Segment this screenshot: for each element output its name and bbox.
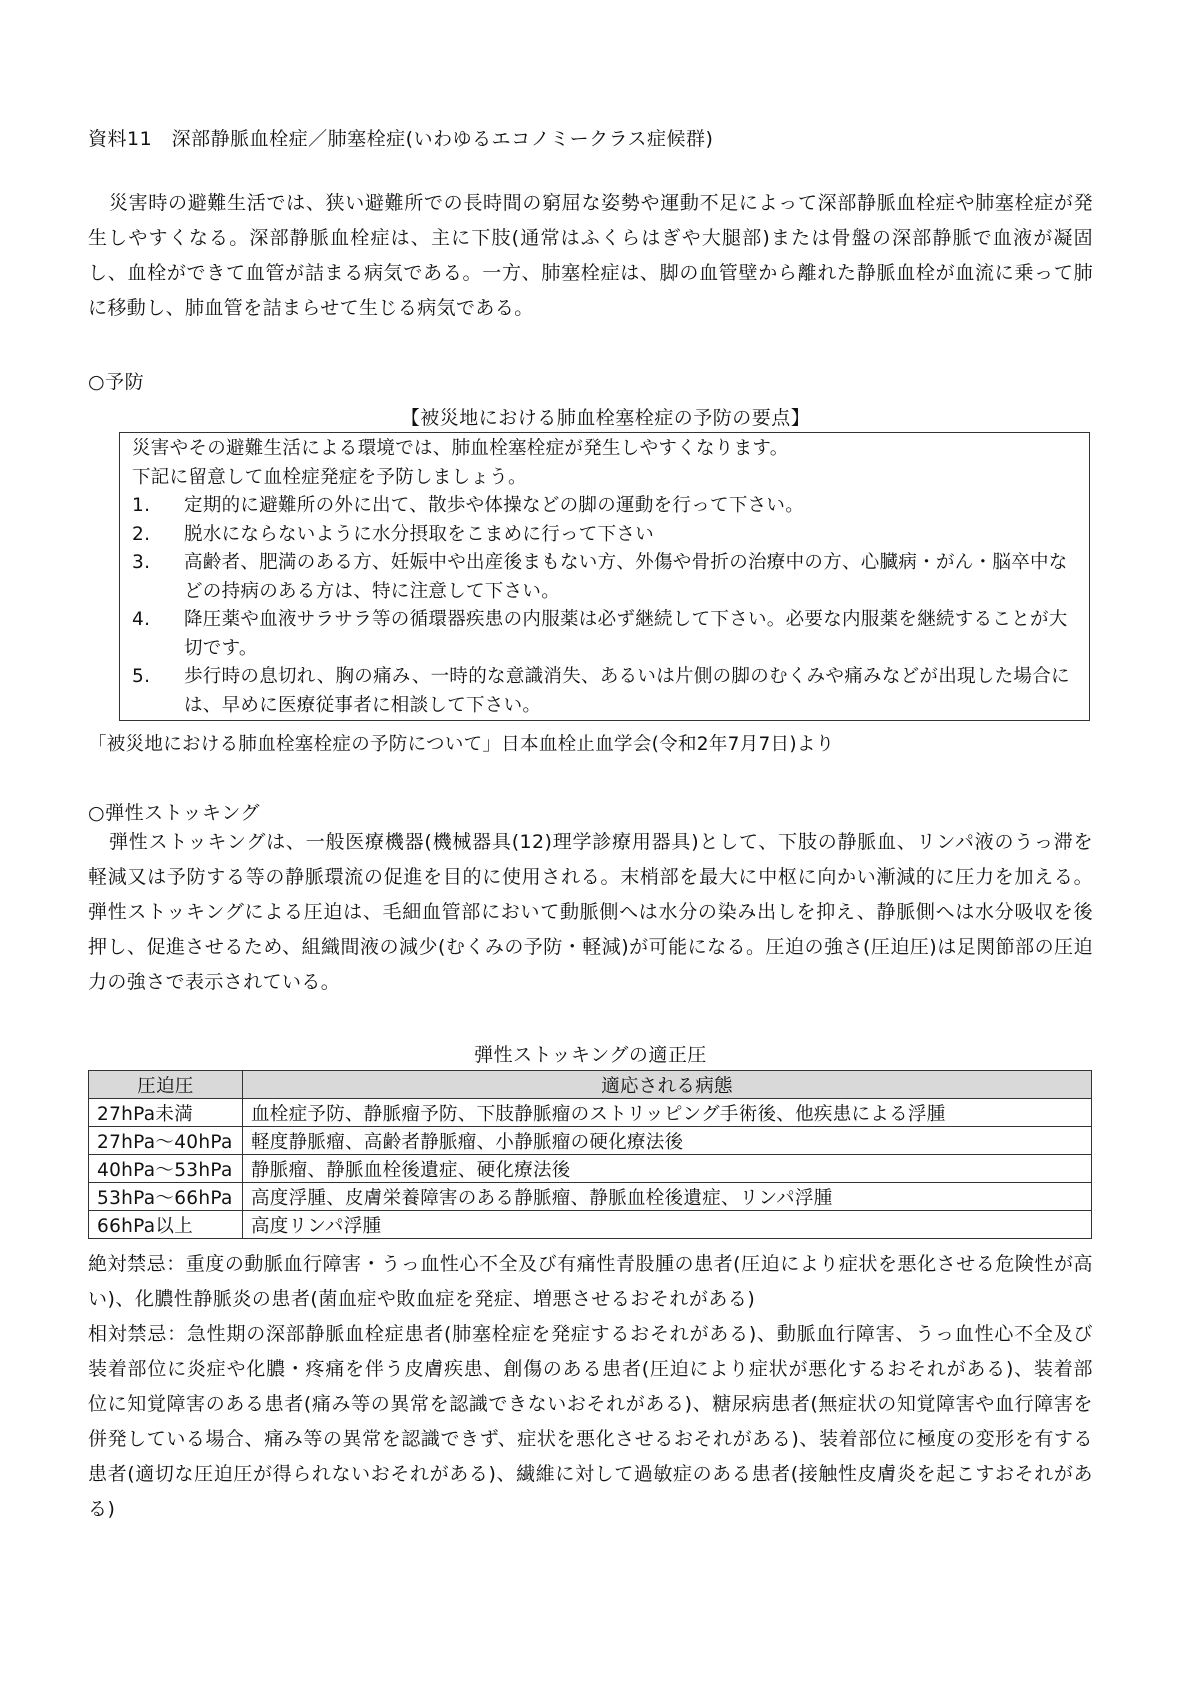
condition-cell: 高度リンパ浮腫 (243, 1211, 1092, 1239)
header-condition: 適応される病態 (243, 1071, 1092, 1099)
condition-cell: 高度浮腫、皮膚栄養障害のある静脈瘤、静脈血栓後遺症、リンパ浮腫 (243, 1183, 1092, 1211)
pressure-cell: 27hPa～40hPa (89, 1127, 243, 1155)
stocking-paragraph: 弾性ストッキングは、一般医療機器(機械器具(12)理学診療用器具)として、下肢の静脈血、リンパ液のうっ滞を軽減又は予防する等の静脈環流の促進を目的に使用される。末梢部を最大に中枢に向かい漸減的に圧力を加える。弾性ストッキングによる圧迫は、毛細血管部において動脈側へは水分の染み出しを抑え、静脈側へは水分吸収を後押し、促進させるため、組織間液の減少(むくみの予防・軽減)が可能になる。圧迫の強さ(圧迫圧)は足関節部の圧迫力の強さで表示されている。 (88, 831, 1093, 993)
list-item-text: 脱水にならないように水分摂取をこまめに行って下さい (184, 523, 655, 545)
contraindications (88, 1247, 1093, 1527)
condition-cell: 静脈瘤、静脈血栓後遺症、硬化療法後 (243, 1155, 1092, 1183)
list-item-text: 降圧薬や血液サラサラ等の循環器疾患の内服薬は必ず継続して下さい。必要な内服薬を継続することが大切です。 (184, 609, 1068, 659)
prevention-source: 「被災地における肺血栓塞栓症の予防について」日本血栓止血学会(令和2年7月7日)より (88, 734, 835, 755)
list-item (132, 606, 1079, 663)
list-item-number: 3. (132, 552, 151, 573)
pressure-cell: 53hPa～66hPa (89, 1183, 243, 1211)
list-item-number: 4. (132, 609, 151, 630)
prevention-box-title: 【被災地における肺血栓塞栓症の予防の要点】 (400, 407, 811, 429)
prevention-box (119, 432, 1090, 721)
table-row (89, 1183, 1092, 1211)
list-item-number: 2. (132, 523, 151, 545)
intro-paragraph: 災害時の避難生活では、狭い避難所での長時間の窮屈な姿勢や運動不足によって深部静脈血栓症や肺塞栓症が発生しやすくなる。深部静脈血栓症は、主に下肢(通常はふくらはぎや大腿部)または骨盤の深部静脈で血液が凝固し、血栓ができて血管が詰まる病気である。一方、肺塞栓症は、脚の血管壁から離れた静脈血栓が血流に乗って肺に移動し、肺血管を詰まらせて生じる病気である。 (88, 192, 1093, 319)
prevention-list (132, 492, 1079, 720)
document-title: 資料11 深部静脈血栓症／肺塞栓症(いわゆるエコノミークラス症候群) (88, 128, 714, 150)
pressure-cell: 27hPa未満 (89, 1099, 243, 1127)
pressure-cell: 66hPa以上 (89, 1211, 243, 1239)
table-row (89, 1155, 1092, 1183)
table-row (89, 1127, 1092, 1155)
list-item-number: 1. (132, 495, 151, 516)
condition-cell: 軽度静脈瘤、高齢者静脈瘤、小静脈瘤の硬化療法後 (243, 1127, 1092, 1155)
list-item-text: 歩行時の息切れ、胸の痛み、一時的な意識消失、あるいは片側の脚のむくみや痛みなどが出現した場合には、早めに医療従事者に相談して下さい。 (184, 666, 1070, 716)
absolute-contraindication: 絶対禁忌：重度の動脈血行障害・うっ血性心不全及び有痛性青股腫の患者(圧迫により症状を悪化させる危険性が高い)、化膿性静脈炎の患者(菌血症や敗血症を発症、増悪させるおそれがある) (88, 1253, 1093, 1310)
list-item (132, 663, 1079, 720)
table-row (89, 1211, 1092, 1239)
stocking-heading: ○弾性ストッキング (88, 802, 260, 824)
pressure-table (88, 1070, 1092, 1239)
list-item-text: 高齢者、肥満のある方、妊娠中や出産後まもない方、外傷や骨折の治療中の方、心臓病・がん・脳卒中などの持病のある方は、特に注意して下さい。 (184, 552, 1068, 602)
relative-contraindication: 相対禁忌：急性期の深部静脈血栓症患者(肺塞栓症を発症するおそれがある)、動脈血行障害、うっ血性心不全及び装着部位に炎症や化膿・疼痛を伴う皮膚疾患、創傷のある患者(圧迫により症状が悪化するおそれがある)、装着部位に知覚障害のある患者(痛み等の異常を認識できないおそれがある)、糖尿病患者(無症状の知覚障害や血行障害を併発している場合、痛み等の異常を認識できず、症状を悪化させるおそれがある)、装着部位に極度の変形を有する患者(適切な圧迫圧が得られないおそれがある)、繊維に対して過敏症のある患者(接触性皮膚炎を起こすおそれがある) (88, 1323, 1093, 1520)
pressure-cell: 40hPa～53hPa (89, 1155, 243, 1183)
table-header-row (89, 1071, 1092, 1099)
list-item (132, 521, 1079, 550)
pressure-table-title: 弾性ストッキングの適正圧 (474, 1044, 707, 1066)
prevention-intro-line: 下記に留意して血栓症発症を予防しましょう。 (132, 466, 527, 488)
table-row (89, 1099, 1092, 1127)
prevention-intro-line: 災害やその避難生活による環境では、肺血栓塞栓症が発生しやすくなります。 (132, 438, 789, 459)
header-pressure: 圧迫圧 (89, 1071, 243, 1099)
list-item (132, 549, 1079, 606)
condition-cell: 血栓症予防、静脈瘤予防、下肢静脈瘤のストリッピング手術後、他疾患による浮腫 (243, 1099, 1092, 1127)
list-item (132, 492, 1079, 521)
prevention-heading: ○予防 (88, 371, 145, 393)
list-item-number: 5. (132, 666, 151, 687)
list-item-text: 定期的に避難所の外に出て、散歩や体操などの脚の運動を行って下さい。 (184, 495, 805, 516)
